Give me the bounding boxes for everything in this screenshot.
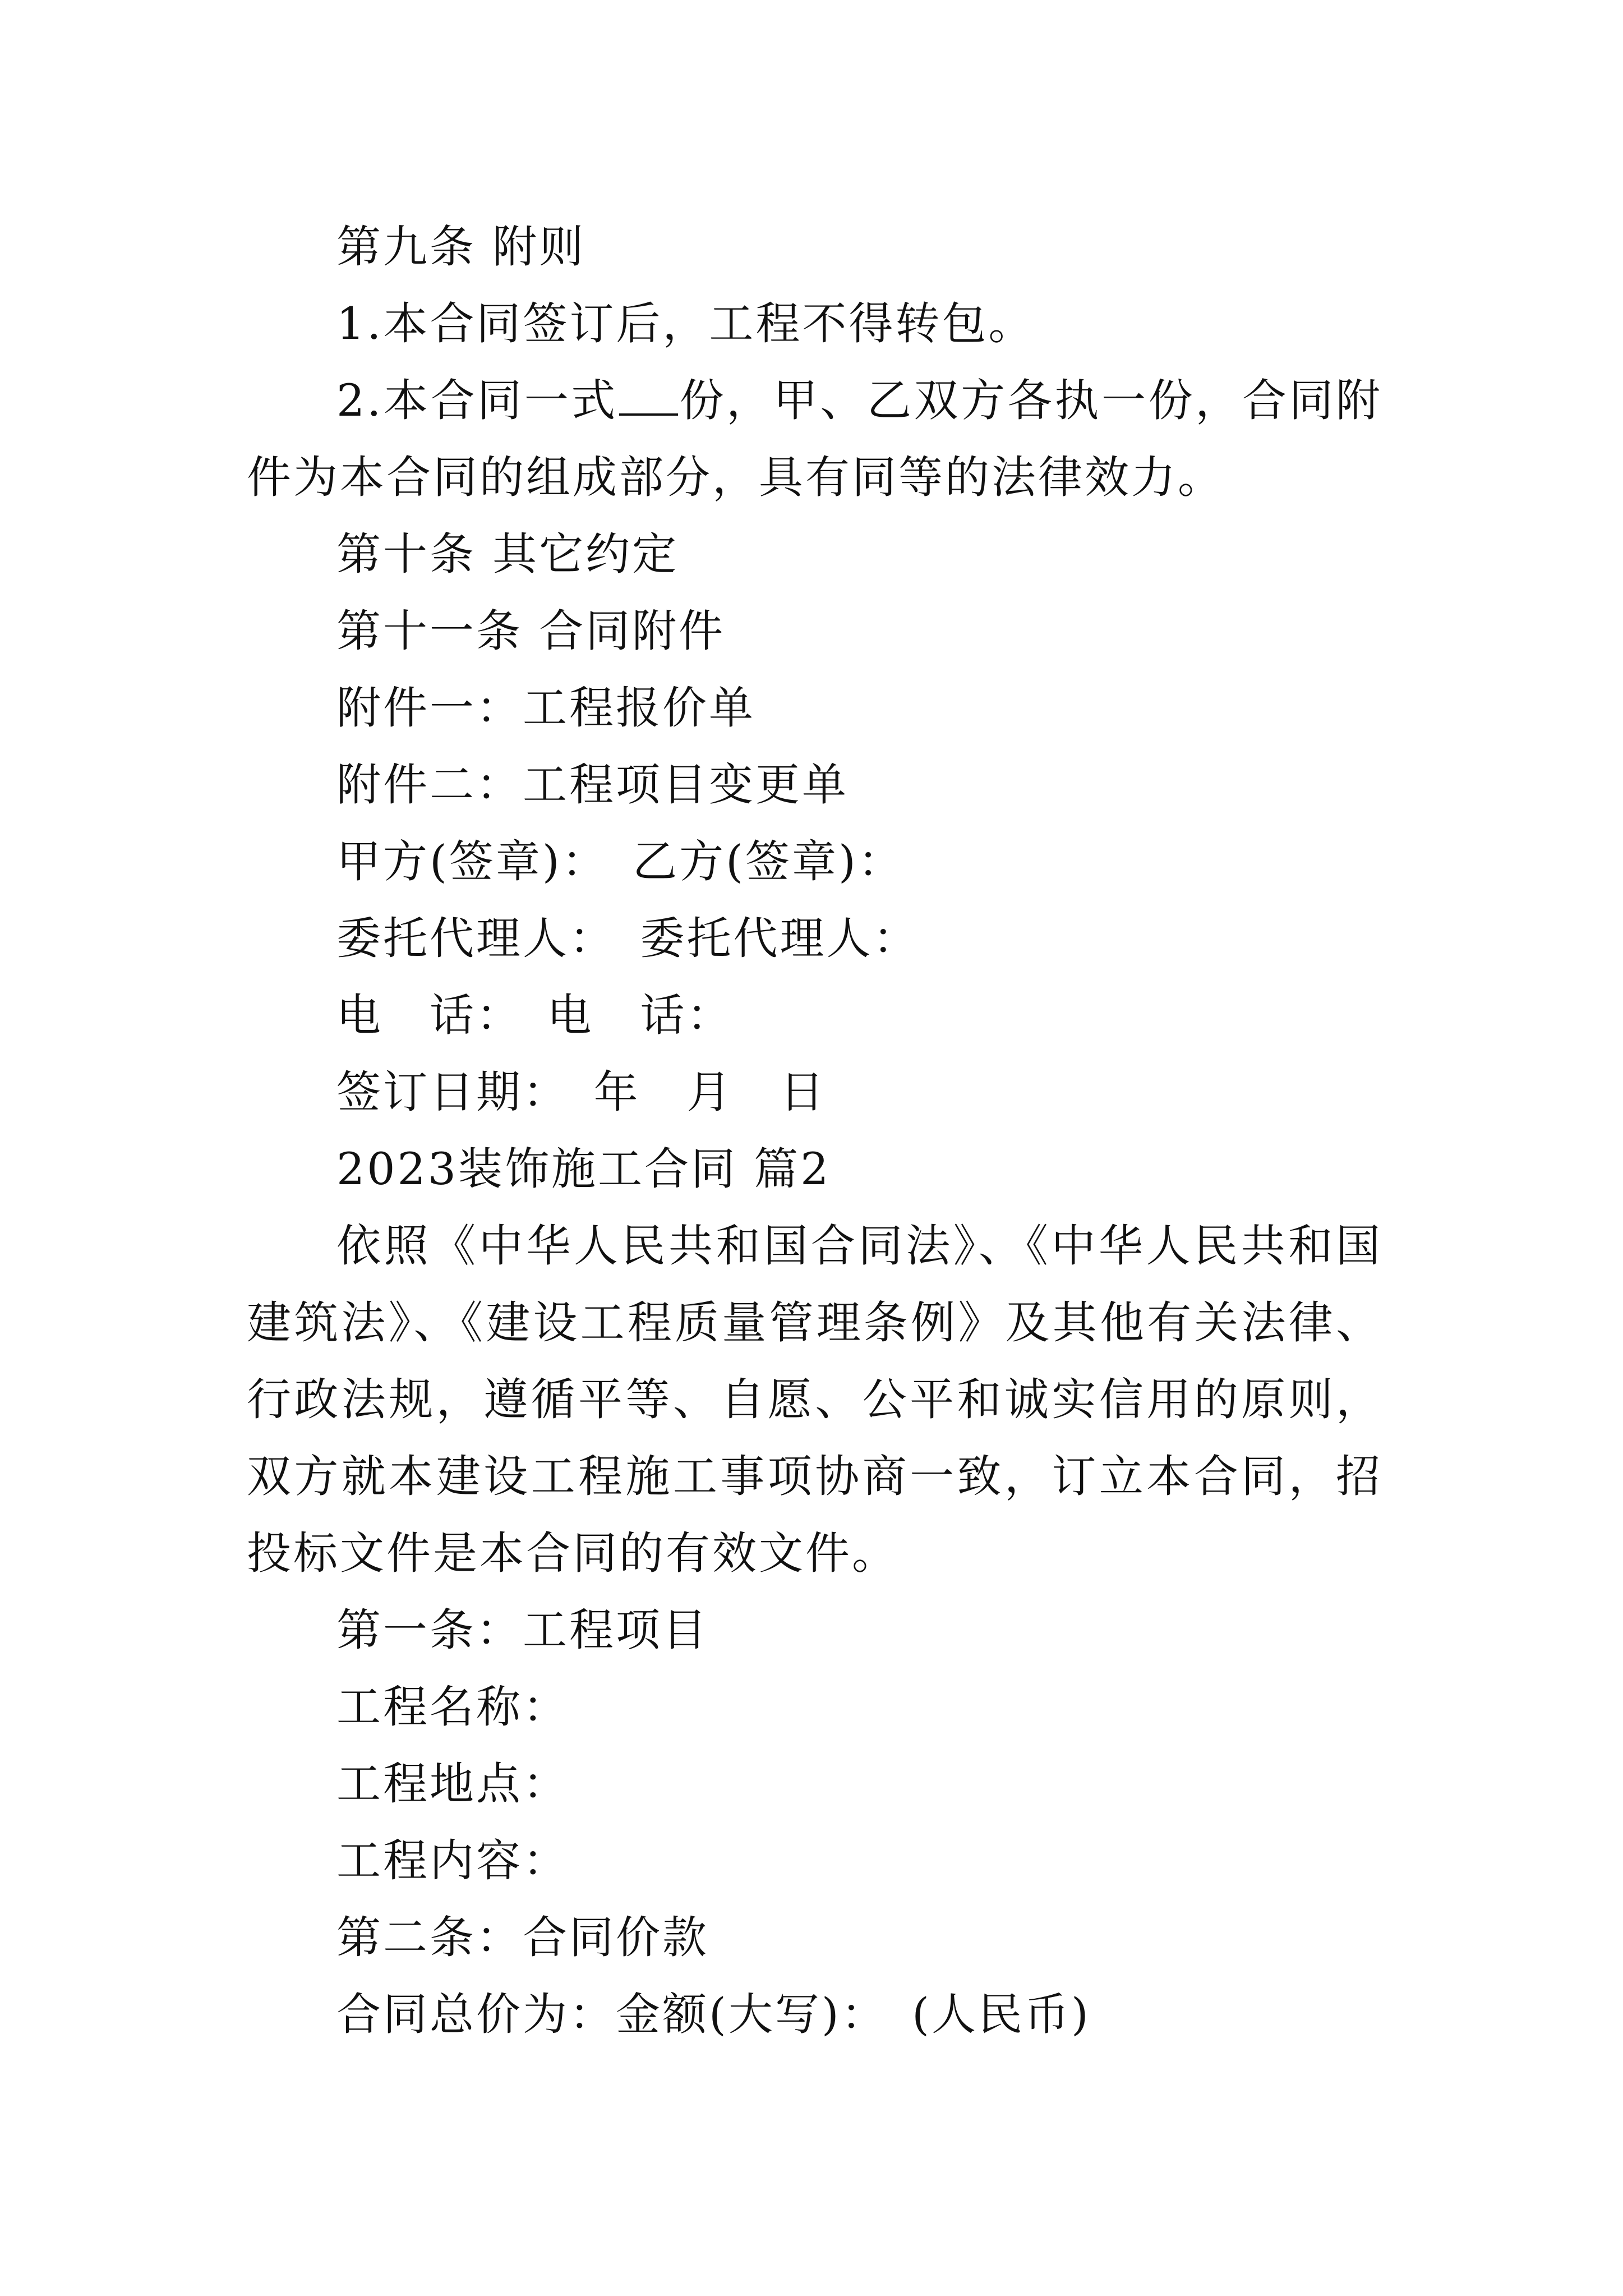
project-name: 工程名称： bbox=[336, 1681, 569, 1733]
s2-article2-title: 第二条：合同价款 bbox=[336, 1912, 709, 1963]
phones: 电 话： 电 话： bbox=[336, 990, 734, 1041]
article9-item2-before-blank: 2.本合同一式 bbox=[336, 375, 618, 426]
article9-item2 bbox=[247, 362, 1382, 516]
attachment1: 附件一：工程报价单 bbox=[336, 682, 755, 734]
preamble: 依照《中华人民共和国合同法》、《中华人民共和国建筑法》、《建设工程质量管理条例》及其他有关法律、行政法规，遵循平等、自愿、公平和诚实信用的原则，双方就本建设工程施工事项协商一致，订立本合同，招投标文件是本合同的有效文件。 bbox=[247, 1220, 1382, 1579]
attachment2: 附件二：工程项目变更单 bbox=[336, 759, 849, 811]
party-signatures: 甲方(签章)： 乙方(签章)： bbox=[336, 836, 905, 887]
article9-item2-after-blank: 份，甲、乙双方各执一份，合同附件为本合同的组成部分，具有同等的法律效力。 bbox=[247, 375, 1383, 503]
project-location: 工程地点： bbox=[336, 1758, 569, 1810]
copies-blank bbox=[619, 379, 678, 416]
sign-date: 签订日期： 年 月 日 bbox=[336, 1066, 827, 1118]
article9-title: 第九条 附则 bbox=[336, 221, 586, 273]
section2-title: 2023装饰施工合同 篇2 bbox=[336, 1143, 831, 1195]
document-body bbox=[247, 209, 1382, 2053]
article11-title: 第十一条 合同附件 bbox=[336, 605, 726, 657]
article10-title: 第十条 其它约定 bbox=[336, 528, 679, 580]
total-price: 合同总价为：金额(大写)： (人民币) bbox=[336, 1989, 1091, 2040]
s2-article1-title: 第一条：工程项目 bbox=[336, 1604, 709, 1656]
article9-item1: 1.本合同签订后，工程不得转包。 bbox=[336, 298, 1035, 349]
project-content: 工程内容： bbox=[336, 1835, 569, 1887]
agents: 委托代理人： 委托代理人： bbox=[336, 913, 920, 964]
